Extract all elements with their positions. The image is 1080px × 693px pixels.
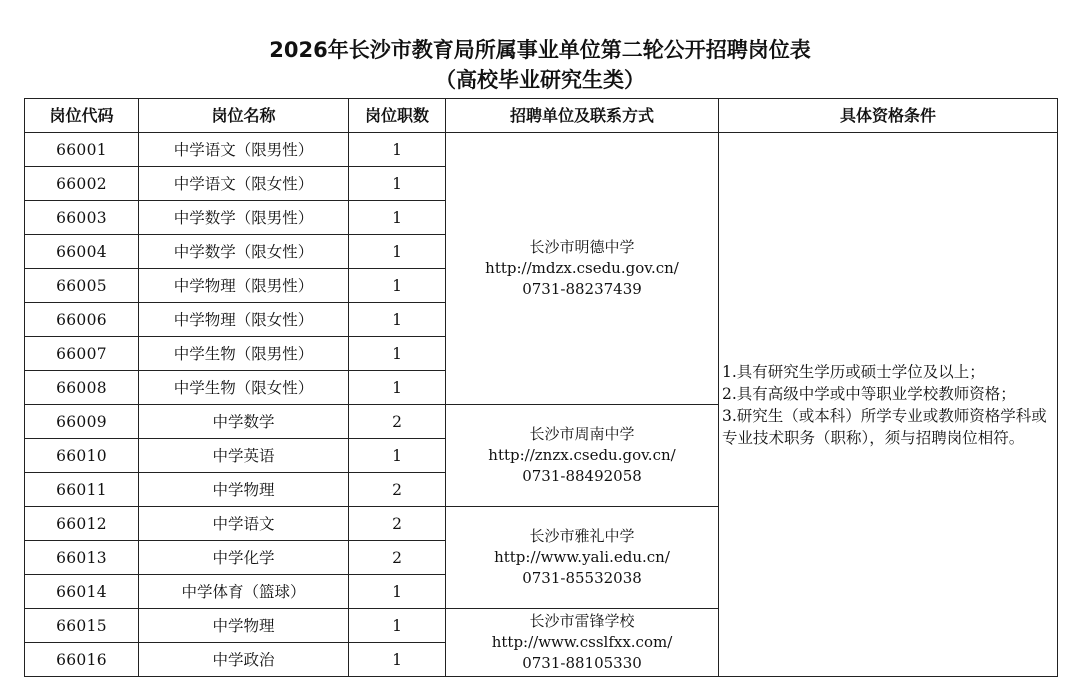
post-count: 1 — [349, 133, 446, 167]
post-code: 66013 — [25, 541, 139, 575]
header-unit: 招聘单位及联系方式 — [446, 99, 719, 133]
page-subtitle: （高校毕业研究生类） — [435, 68, 645, 92]
post-count: 1 — [349, 643, 446, 677]
post-count: 1 — [349, 337, 446, 371]
table-row — [25, 133, 1058, 167]
post-code: 66016 — [25, 643, 139, 677]
unit-name: 长沙市明德中学 — [529, 238, 635, 256]
unit-name: 长沙市周南中学 — [529, 425, 635, 443]
post-count: 1 — [349, 439, 446, 473]
post-code: 66009 — [25, 405, 139, 439]
recruitment-table — [24, 98, 1058, 677]
post-count: 1 — [349, 201, 446, 235]
post-code: 66015 — [25, 609, 139, 643]
post-count: 1 — [349, 235, 446, 269]
post-count: 2 — [349, 405, 446, 439]
post-name: 中学体育（篮球） — [139, 575, 349, 609]
post-code: 66003 — [25, 201, 139, 235]
post-code: 66005 — [25, 269, 139, 303]
post-name: 中学数学 — [139, 405, 349, 439]
post-name: 中学政治 — [139, 643, 349, 677]
unit-cell — [446, 507, 719, 609]
header-conditions: 具体资格条件 — [719, 99, 1058, 133]
post-code: 66001 — [25, 133, 139, 167]
unit-url: http://znzx.csedu.gov.cn/ — [488, 446, 676, 464]
post-name: 中学生物（限男性） — [139, 337, 349, 371]
post-name: 中学英语 — [139, 439, 349, 473]
header-count: 岗位职数 — [349, 99, 446, 133]
post-count: 2 — [349, 541, 446, 575]
post-count: 1 — [349, 167, 446, 201]
unit-phone: 0731-85532038 — [522, 569, 642, 587]
post-count: 1 — [349, 609, 446, 643]
post-count: 1 — [349, 303, 446, 337]
post-name: 中学语文（限女性） — [139, 167, 349, 201]
post-name: 中学语文（限男性） — [139, 133, 349, 167]
post-name: 中学数学（限男性） — [139, 201, 349, 235]
table-header-row — [25, 99, 1058, 133]
post-code: 66011 — [25, 473, 139, 507]
post-name: 中学物理（限男性） — [139, 269, 349, 303]
post-code: 66014 — [25, 575, 139, 609]
conditions-cell — [719, 133, 1058, 677]
header-code: 岗位代码 — [25, 99, 139, 133]
unit-cell — [446, 133, 719, 405]
unit-cell — [446, 405, 719, 507]
unit-url: http://www.csslfxx.com/ — [491, 633, 673, 651]
post-name: 中学数学（限女性） — [139, 235, 349, 269]
unit-name: 长沙市雷锋学校 — [529, 612, 635, 630]
post-count: 2 — [349, 473, 446, 507]
post-code: 66012 — [25, 507, 139, 541]
post-count: 1 — [349, 269, 446, 303]
post-code: 66002 — [25, 167, 139, 201]
unit-phone: 0731-88237439 — [522, 280, 642, 298]
page-title: 2026年长沙市教育局所属事业单位第二轮公开招聘岗位表 — [269, 38, 811, 62]
post-count: 2 — [349, 507, 446, 541]
unit-name: 长沙市雅礼中学 — [529, 527, 635, 545]
header-name: 岗位名称 — [139, 99, 349, 133]
unit-phone: 0731-88492058 — [522, 467, 642, 485]
condition-item: 1.具有研究生学历或硕士学位及以上； — [722, 362, 985, 381]
post-code: 66004 — [25, 235, 139, 269]
post-name: 中学化学 — [139, 541, 349, 575]
post-code: 66010 — [25, 439, 139, 473]
post-count: 1 — [349, 371, 446, 405]
post-name: 中学语文 — [139, 507, 349, 541]
post-code: 66008 — [25, 371, 139, 405]
post-name: 中学物理 — [139, 609, 349, 643]
post-count: 1 — [349, 575, 446, 609]
post-name: 中学生物（限女性） — [139, 371, 349, 405]
post-name: 中学物理 — [139, 473, 349, 507]
unit-url: http://www.yali.edu.cn/ — [494, 548, 670, 566]
post-code: 66006 — [25, 303, 139, 337]
unit-cell — [446, 609, 719, 677]
condition-item: 3.研究生（或本科）所学专业或教师资格学科或专业技术职务（职称），须与招聘岗位相符。 — [722, 406, 1047, 447]
unit-phone: 0731-88105330 — [522, 654, 642, 672]
unit-url: http://mdzx.csedu.gov.cn/ — [485, 259, 679, 277]
post-name: 中学物理（限女性） — [139, 303, 349, 337]
condition-item: 2.具有高级中学或中等职业学校教师资格； — [722, 384, 1016, 403]
post-code: 66007 — [25, 337, 139, 371]
